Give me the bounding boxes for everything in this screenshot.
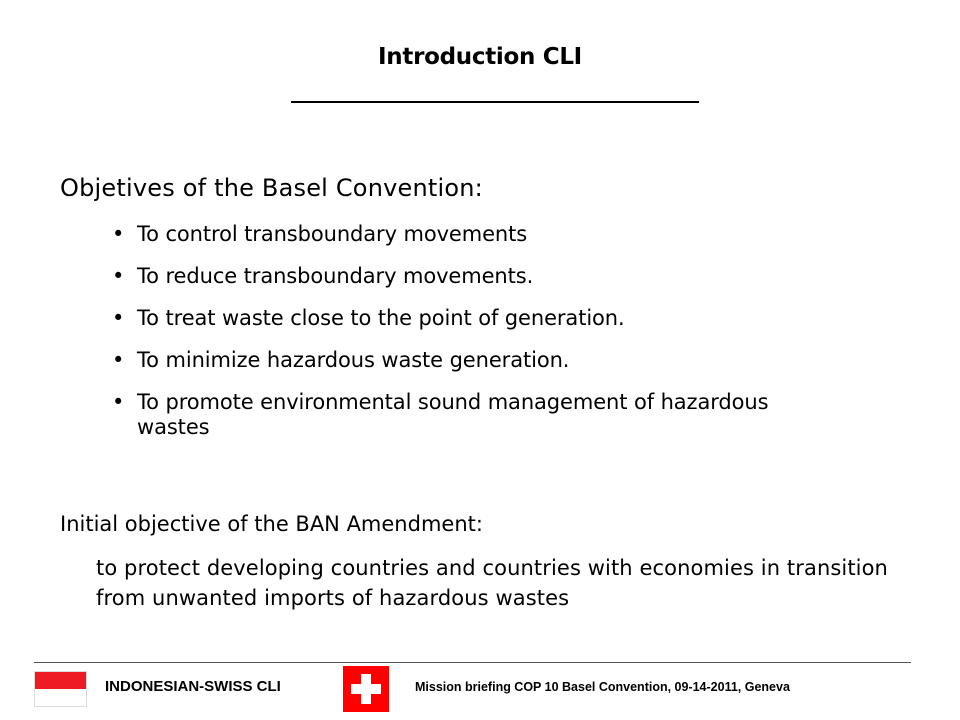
bullet-icon: •: [112, 348, 125, 372]
list-item-text: To promote environmental sound management of hazardous wastes: [137, 390, 769, 439]
list-item: [112, 348, 812, 373]
list-item-text: To reduce transboundary movements.: [137, 264, 534, 288]
swiss-cross-vertical: [361, 674, 371, 704]
footer-organization: INDONESIAN-SWISS CLI: [105, 678, 281, 695]
list-item-text: To minimize hazardous waste generation.: [137, 348, 570, 372]
bullet-icon: •: [112, 390, 125, 414]
indonesia-flag-icon: [34, 671, 87, 707]
list-item-text: To control transboundary movements: [137, 222, 528, 246]
list-item-text: To treat waste close to the point of generation.: [137, 306, 625, 330]
slide-title: Introduction CLI: [378, 44, 582, 70]
list-item: [112, 306, 812, 331]
footer-divider: [34, 662, 911, 663]
flag-red-stripe: [35, 672, 86, 689]
bullet-icon: •: [112, 264, 125, 288]
ban-amendment-text: to protect developing countries and countries with economies in transition from unwanted imports of hazardous wastes: [96, 556, 888, 610]
flag-white-stripe: [35, 689, 86, 706]
bullet-icon: •: [112, 306, 125, 330]
title-underline: [291, 101, 699, 103]
footer-mission-info: Mission briefing COP 10 Basel Convention, 09-14-2011, Geneva: [415, 680, 790, 694]
ban-amendment-heading: Initial objective of the BAN Amendment:: [60, 512, 483, 536]
list-item: [112, 222, 812, 247]
list-item: [112, 264, 812, 289]
swiss-flag-icon: [343, 666, 389, 712]
objectives-list: [112, 222, 812, 457]
basel-objectives-heading: Objetives of the Basel Convention:: [60, 174, 483, 202]
list-item: [112, 390, 812, 440]
bullet-icon: •: [112, 222, 125, 246]
